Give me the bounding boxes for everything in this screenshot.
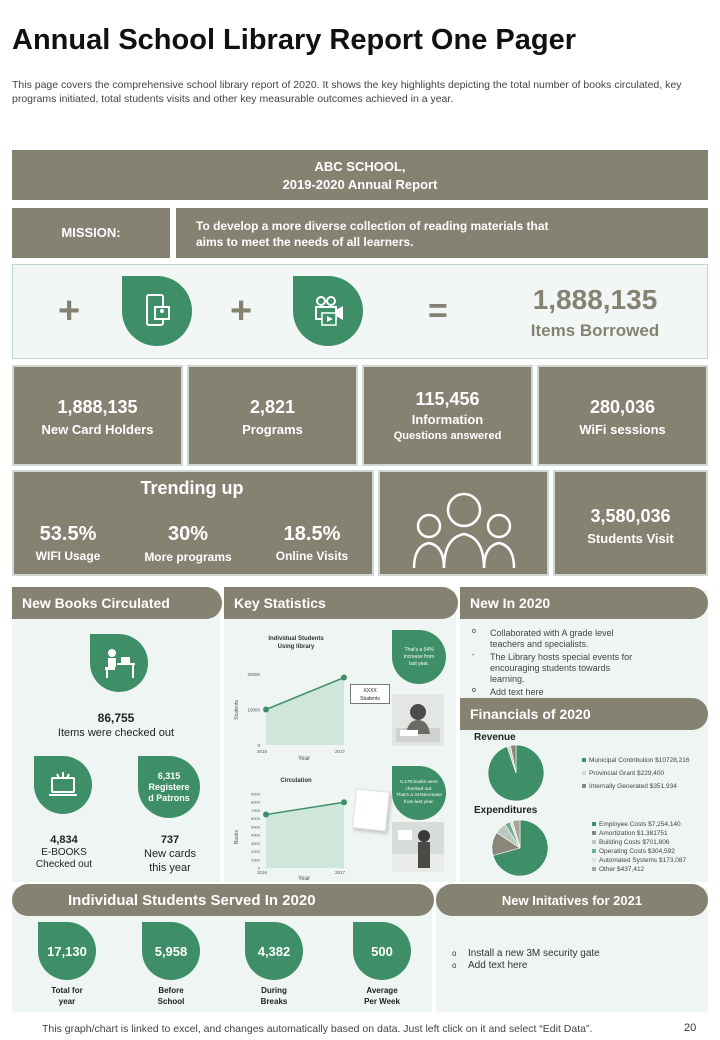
items-borrowed-value: 1,888,135 xyxy=(532,284,658,315)
ebooks-label2: Checked out xyxy=(35,859,93,870)
note2-bubble xyxy=(392,766,446,820)
chart1-point-2016 xyxy=(263,707,269,713)
plus-sign-2: + xyxy=(230,290,253,332)
chart2-yticks xyxy=(251,792,261,871)
list-item: o Install a new 3M security gate xyxy=(452,948,600,959)
stat-card-questions xyxy=(362,365,533,466)
expenditures-title: Expenditures xyxy=(474,805,538,816)
list-line: encouraging students towards xyxy=(490,663,611,673)
legend-entry: Other $437,412 xyxy=(592,865,708,874)
intro-text: This page covers the comprehensive school library report of 2020. It shows the key highlights depicting the total number of books circulated, key programs initiated, total students visits and other key measurable outcomes achieved in a year. xyxy=(12,79,682,105)
chart2-ytick: 8000 xyxy=(251,799,260,805)
items-borrowed-label: Items Borrowed xyxy=(530,321,660,340)
initiatives-header: New Initatives for 2021 xyxy=(436,884,708,916)
stat-label: WiFi sessions xyxy=(579,422,666,437)
chart1-xlabel: Year xyxy=(297,756,311,762)
list-item: o Add text here xyxy=(472,687,544,697)
student-photo xyxy=(392,694,444,746)
chart1-legend xyxy=(350,684,390,704)
chart2-xlabel: Year xyxy=(297,876,311,882)
stat-label: New Card Holders xyxy=(41,422,154,437)
sticky-note-icon xyxy=(352,788,390,831)
list-text: Install a new 3M security gate xyxy=(468,948,600,959)
trending-programs-label: More programs xyxy=(144,550,232,564)
chart2-xtick-2017: 2017 xyxy=(334,870,346,875)
page-number: 20 xyxy=(684,1022,697,1034)
chart1-xtick-2017: 2017 xyxy=(334,749,346,754)
teacher-photo xyxy=(392,822,444,872)
label-line: Breaks xyxy=(260,997,288,1006)
chart1-ytick-2: 20000 xyxy=(247,672,260,677)
expenditures-pie xyxy=(490,818,550,878)
list-line: The Library hosts special events for xyxy=(490,652,633,662)
mobile-library-icon xyxy=(122,276,192,346)
list-line: teachers and specialists. xyxy=(490,639,589,649)
note2-line: That's a 31%increase xyxy=(396,793,442,798)
new-2020-list xyxy=(472,628,702,698)
legend-entry: Internally Generated $351,934 xyxy=(582,782,708,791)
label-line: Before xyxy=(158,986,184,995)
served-during-badge: 4,382 xyxy=(245,922,303,980)
chart2-ytick: 6000 xyxy=(251,816,260,822)
note1-line: That's a 54% xyxy=(404,646,434,653)
new-cards-value: 737 xyxy=(160,834,180,846)
revenue-legend xyxy=(582,756,708,795)
chart1-title-line1: Individual Students xyxy=(268,636,324,642)
ebook-laptop-icon xyxy=(34,756,92,814)
chart1-xtick-2016: 2016 xyxy=(256,749,268,754)
header-line2: 2019-2020 Annual Report xyxy=(282,177,438,192)
patrons-badge xyxy=(138,756,200,818)
list-item: - The Library hosts special events for encouraging students towards learning. xyxy=(472,652,633,684)
patrons-line3: d Patrons xyxy=(148,792,190,803)
served-average-badge: 500 xyxy=(353,922,411,980)
label-line: School xyxy=(157,997,185,1006)
stat-card-card-holders xyxy=(12,365,183,466)
legend-line: XXXX xyxy=(363,688,377,694)
new-cards-label2: this year xyxy=(149,862,191,874)
students-group-icon xyxy=(404,480,524,570)
stat-value: 280,036 xyxy=(589,397,656,417)
list-line: Add text here xyxy=(490,687,544,697)
items-checked-value: 86,755 xyxy=(97,711,135,725)
label-line: Total for xyxy=(51,986,83,995)
chart2-title: Circulation xyxy=(280,778,312,784)
reader-desk-icon xyxy=(90,634,148,692)
new-2020-header: New In 2020 xyxy=(460,587,708,619)
legend-entry: Operating Costs $304,592 xyxy=(592,847,708,856)
revenue-pie xyxy=(486,743,546,803)
new-books-header: New Books Circulated xyxy=(12,587,222,619)
ebooks-label1: E-BOOKS xyxy=(41,847,87,858)
chart2-ylabel: Books xyxy=(234,830,240,844)
stat-value: 115,456 xyxy=(415,389,480,409)
chart1-area xyxy=(266,678,344,745)
list-item: o Add text here xyxy=(452,960,528,971)
chart2-ytick: 7000 xyxy=(251,807,260,813)
list-text: Add text here xyxy=(468,960,528,971)
plus-sign: + xyxy=(58,290,81,332)
patrons-value: 6,315 xyxy=(157,770,181,781)
trending-wifi-label: WIFI Usage xyxy=(35,549,101,563)
chart1-ylabel: Students xyxy=(234,700,240,720)
label-line: Per Week xyxy=(364,997,400,1006)
new-cards-label1: New cards xyxy=(144,848,196,860)
trending-wifi-value: 53.5% xyxy=(39,523,97,545)
report-header xyxy=(12,150,708,200)
financials-header: Financials of 2020 xyxy=(460,698,708,730)
chart2-xtick-2016: 2016 xyxy=(256,870,268,875)
list-item: o Collaborated with A grade level teachers and specialists. xyxy=(472,628,614,649)
legend-entry: Automated Systems $173,087 xyxy=(592,856,708,865)
chart1-point-2017 xyxy=(341,675,347,681)
chart2-point-2017 xyxy=(341,799,347,805)
note2-line: from last year. xyxy=(403,799,435,805)
note1-line: last year. xyxy=(408,660,429,667)
chart2-point-2016 xyxy=(263,812,269,818)
initiatives-list xyxy=(452,948,702,972)
trending-online-value: 18.5% xyxy=(283,523,341,545)
key-stats-header: Key Statistics xyxy=(224,587,458,619)
stat-label: Information xyxy=(411,412,484,427)
trending-online-label: Online Visits xyxy=(275,549,349,563)
equals-sign: = xyxy=(428,292,448,330)
video-camera-icon xyxy=(293,276,363,346)
served-before-label xyxy=(136,985,206,1007)
mission-line1: To develop a more diverse collection of reading materials that xyxy=(196,219,549,233)
chart2-ytick: 9000 xyxy=(251,791,260,797)
legend-entry: Amortization $1,381751 xyxy=(592,829,708,838)
chart1-title-line2: Using library xyxy=(277,644,315,650)
list-line: learning. xyxy=(490,674,525,684)
served-average-label xyxy=(347,985,417,1007)
mission-label: MISSION: xyxy=(12,208,170,258)
label-line: Average xyxy=(366,986,398,995)
note1-bubble xyxy=(392,630,446,684)
page-title: Annual School Library Report One Pager xyxy=(12,24,576,56)
served-before-badge: 5,958 xyxy=(142,922,200,980)
served-during-label xyxy=(239,985,309,1007)
header-line1: ABC SCHOOL, xyxy=(314,159,406,174)
footer-text: This graph/chart is linked to excel, and changes automatically based on data. Just left click on it and select “Edit Data”. xyxy=(42,1023,593,1035)
served-header: Individual Students Served In 2020 xyxy=(12,884,434,916)
students-icon-panel xyxy=(378,470,549,576)
note2-line: checked out. xyxy=(405,786,433,792)
note2-line: 6,178 books were xyxy=(400,780,438,785)
legend-entry: Building Costs $701,806 xyxy=(592,838,708,847)
stat-value: 1,888,135 xyxy=(57,397,138,417)
legend-entry: Provincial Grant $229,400 xyxy=(582,769,708,778)
visits-label: Students Visit xyxy=(587,531,674,546)
mission-text xyxy=(176,208,708,258)
students-visit-card xyxy=(553,470,708,576)
mission-line2: aims to meet the needs of all learners. xyxy=(196,235,414,249)
visits-value: 3,580,036 xyxy=(590,506,671,526)
chart2-ytick: 1000 xyxy=(251,857,260,863)
ebooks-value: 4,834 xyxy=(50,834,78,846)
stat-card-wifi xyxy=(537,365,708,466)
trending-programs-value: 30% xyxy=(167,523,209,545)
served-total-label xyxy=(32,985,102,1007)
patrons-line2: Registere xyxy=(148,781,190,792)
stat-label: Programs xyxy=(242,422,303,437)
stat-sublabel: Questions answered xyxy=(393,430,502,442)
legend-entry: Municipal Contribution $10728,216 xyxy=(582,756,708,765)
label-line: During xyxy=(261,986,287,995)
list-line: Collaborated with A grade level xyxy=(490,628,614,638)
chart2-ytick: 3000 xyxy=(251,840,260,846)
chart2-ytick: 2000 xyxy=(251,849,260,855)
stat-card-programs xyxy=(187,365,358,466)
trending-title: Trending up xyxy=(140,478,244,498)
revenue-title: Revenue xyxy=(474,732,516,743)
items-checked-label: Items were checked out xyxy=(57,727,175,739)
chart2-ytick: 5000 xyxy=(251,824,260,830)
chart1-ytick-0: 0 xyxy=(257,743,260,748)
legend-line: Students xyxy=(360,696,380,702)
chart2-ytick: 0 xyxy=(257,865,260,871)
stat-value: 2,821 xyxy=(249,397,296,417)
expenditures-legend xyxy=(592,820,708,874)
served-total-badge: 17,130 xyxy=(38,922,96,980)
chart1-ytick-1: 10000 xyxy=(247,707,260,713)
note1-line: increase from xyxy=(403,653,435,660)
label-line: year xyxy=(58,997,76,1006)
legend-entry: Employee Costs $7,254,140 xyxy=(592,820,708,829)
chart2-ytick: 4000 xyxy=(251,832,260,838)
